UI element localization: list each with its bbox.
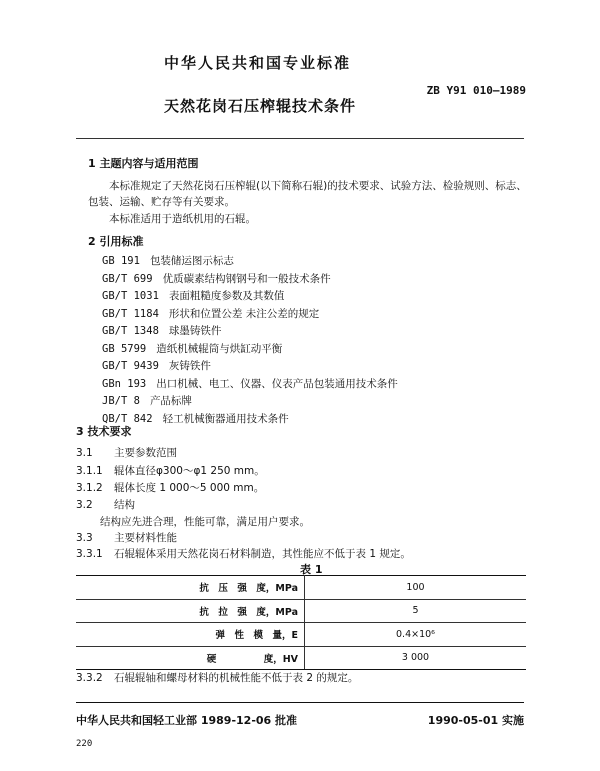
reference-item <box>102 271 398 289</box>
clause-3-2-text: 结构应先进合理，性能可靠，满足用户要求。 <box>100 516 310 528</box>
reference-code: QB/T 842 <box>102 412 153 425</box>
section-1-paragraph-1: 本标准规定了天然花岗石压榨辊(以下简称石辊)的技术要求、试验方法、检验规则、标志、包装、运输、贮存等有关要求。 <box>88 180 527 208</box>
section-2-heading: 2 引用标准 <box>88 235 144 248</box>
property-value: 100 <box>305 576 527 600</box>
reference-name: 球墨铸铁件 <box>168 325 222 337</box>
section-1-paragraph-2: 本标准适用于造纸机用的石辊。 <box>109 213 256 225</box>
reference-item <box>102 306 398 324</box>
reference-name: 形状和位置公差 未注公差的规定 <box>168 307 320 320</box>
property-value: 3 000 <box>305 646 527 670</box>
reference-code: JB/T 8 <box>102 395 140 407</box>
reference-item <box>102 411 398 429</box>
footer-divider <box>76 702 524 703</box>
reference-code: GB/T 1184 <box>102 307 159 320</box>
reference-item <box>102 376 398 394</box>
reference-item <box>102 288 398 306</box>
table-row <box>76 646 526 670</box>
header-divider <box>76 138 524 139</box>
reference-code: GB/T 1031 <box>102 290 159 302</box>
clause-3-1-1: 3.1.1 辊体直径φ300～φ1 250 mm。 <box>76 465 265 477</box>
reference-code: GB 191 <box>102 255 140 267</box>
reference-name: 轻工机械衡器通用技术条件 <box>162 412 289 425</box>
section-1-heading: 1 主题内容与适用范围 <box>88 157 199 170</box>
reference-name: 造纸机械辊筒与烘缸动平衡 <box>156 342 283 355</box>
reference-code: GB/T 1348 <box>102 325 159 337</box>
table-1-title: 表 1 <box>300 563 323 576</box>
document-title: 天然花岗石压榨辊技术条件 <box>164 97 357 115</box>
approval-statement: 中华人民共和国轻工业部 1989-12-06 批准 <box>76 714 298 727</box>
table-row <box>76 599 526 623</box>
reference-item <box>102 393 398 411</box>
reference-code: GB/T 9439 <box>102 360 159 372</box>
property-value: 5 <box>305 599 527 623</box>
standard-code: ZB Y91 010—1989 <box>426 84 526 97</box>
reference-name: 出口机械、电工、仪器、仪表产品包装通用技术条件 <box>156 377 398 390</box>
property-name: 弹 性 模 量，E <box>76 623 305 647</box>
reference-name: 产品标牌 <box>149 395 192 407</box>
effective-date: 1990-05-01 实施 <box>427 714 524 727</box>
standard-type-heading: 中华人民共和国专业标准 <box>164 54 352 72</box>
clause-3-3: 3.3 主要材料性能 <box>76 532 177 544</box>
reference-item <box>102 253 398 271</box>
reference-name: 包装储运图示标志 <box>149 255 234 267</box>
property-name: 硬 度，HV <box>76 646 305 670</box>
property-name: 抗 压 强 度，MPa <box>76 576 305 600</box>
reference-name: 灰铸铁件 <box>168 360 211 372</box>
reference-code: GB/T 699 <box>102 272 153 285</box>
reference-item <box>102 341 398 359</box>
clause-3-3-2: 3.3.2 石辊辊轴和螺母材料的机械性能不低于表 2 的规定。 <box>76 672 359 684</box>
reference-code: GBn 193 <box>102 377 147 390</box>
section-3-heading: 3 技术要求 <box>76 425 132 438</box>
property-value: 0.4×10⁶ <box>305 623 527 647</box>
property-name: 抗 拉 强 度，MPa <box>76 599 305 623</box>
page-number: 220 <box>76 739 93 749</box>
reference-name: 优质碳素结构钢钢号和一般技术条件 <box>162 272 331 285</box>
reference-name: 表面粗糙度参数及其数值 <box>168 290 285 302</box>
reference-code: GB 5799 <box>102 342 147 355</box>
table-row <box>76 576 526 600</box>
clause-3-1-2: 3.1.2 辊体长度 1 000～5 000 mm。 <box>76 482 265 494</box>
reference-item <box>102 358 398 376</box>
reference-list <box>102 253 398 428</box>
clause-3-1: 3.1 主要参数范围 <box>76 447 177 459</box>
clause-3-2: 3.2 结构 <box>76 499 135 511</box>
reference-item <box>102 323 398 341</box>
material-properties-table <box>76 575 526 670</box>
clause-3-3-1: 3.3.1 石辊辊体采用天然花岗石材料制造，其性能应不低于表 1 规定。 <box>76 548 411 560</box>
table-row <box>76 623 526 647</box>
